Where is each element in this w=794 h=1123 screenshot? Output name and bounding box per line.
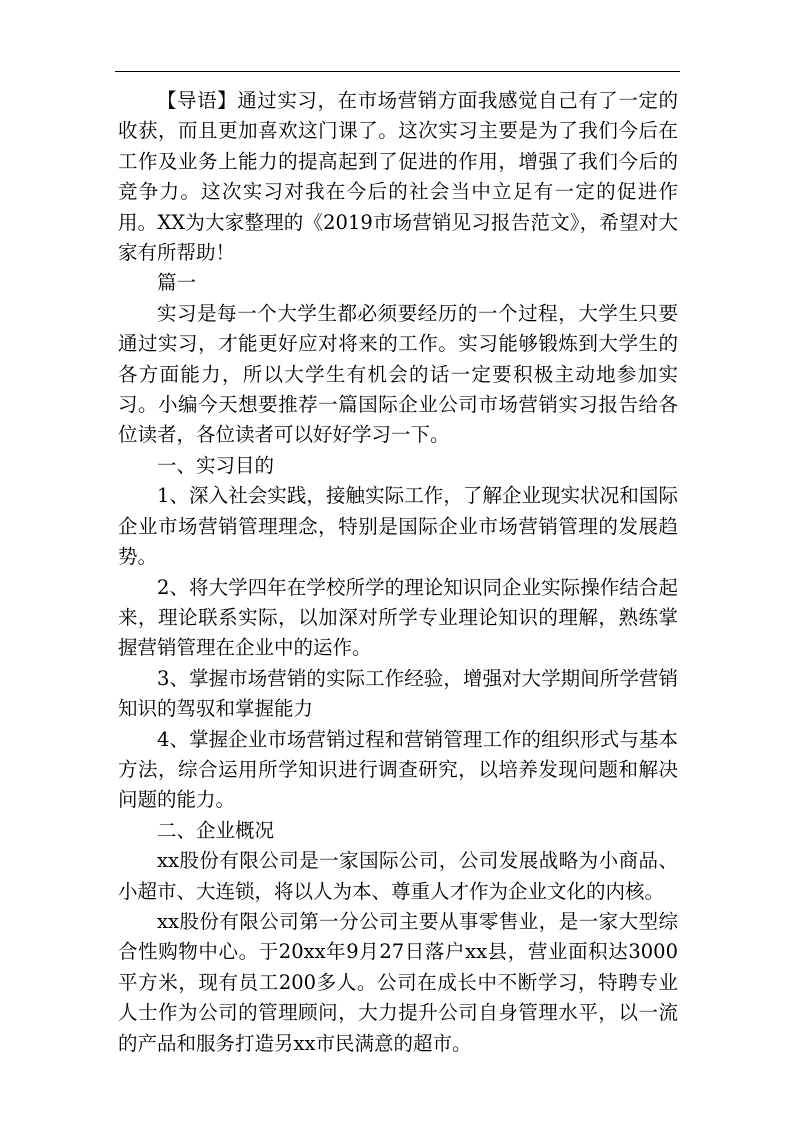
document-body (118, 86, 678, 1059)
heading-internship-purpose: 一、实习目的 (157, 453, 275, 477)
section-title-part-one: 篇一 (157, 271, 197, 295)
header-rule (115, 71, 680, 72)
list-item-2: 2、将大学四年在学校所学的理论知识同企业实际操作结合起来，理论联系实际，以加深对所学专业理论知识的理解，熟练掌握营销管理在企业中的运作。 (118, 575, 678, 660)
list-item-4: 4、掌握企业市场营销过程和营销管理工作的组织形式与基本方法，综合运用所学知识进行调查研究，以培养发现问题和解决问题的能力。 (118, 727, 678, 812)
body-paragraph: 实习是每一个大学生都必须要经历的一个过程，大学生只要通过实习，才能更好应对将来的工作。实习能够锻炼到大学生的各方面能力，所以大学生有机会的话一定要积极主动地参加实习。小编今天想要推荐一篇国际企业公司市场营销实习报告给各位读者，各位读者可以好好学习一下。 (118, 301, 678, 447)
intro-paragraph: 【导语】通过实习，在市场营销方面我感觉自己有了一定的收获，而且更加喜欢这门课了。这次实习主要是为了我们今后在工作及业务上能力的提高起到了促进的作用，增强了我们今后的竞争力。这次实习对我在今后的社会当中立足有一定的促进作用。XX为大家整理的《2019市场营销见习报告范文》，希望对大家有所帮助！ (118, 89, 678, 265)
list-item-3: 3、掌握市场营销的实际工作经验，增强对大学期间所学营销知识的驾驭和掌握能力 (118, 666, 678, 721)
list-item-1: 1、深入社会实践，接触实际工作，了解企业现实状况和国际企业市场营销管理理念，特别是国际企业市场营销管理的发展趋势。 (118, 484, 678, 569)
company-paragraph-1: xx股份有限公司是一家国际公司，公司发展战略为小商品、小超市、大连锁，将以人为本、尊重人才作为企业文化的内核。 (118, 849, 678, 903)
heading-company-overview: 二、企业概况 (157, 818, 275, 842)
company-paragraph-2: xx股份有限公司第一分公司主要从事零售业，是一家大型综合性购物中心。于20xx年9月27日落户xx县，营业面积达3000平方米，现有员工200多人。公司在成长中不断学习，特聘专业人士作为公司的管理顾问，大力提升公司自身管理水平，以一流的产品和服务打造另xx市民满意的超市。 (118, 909, 678, 1055)
